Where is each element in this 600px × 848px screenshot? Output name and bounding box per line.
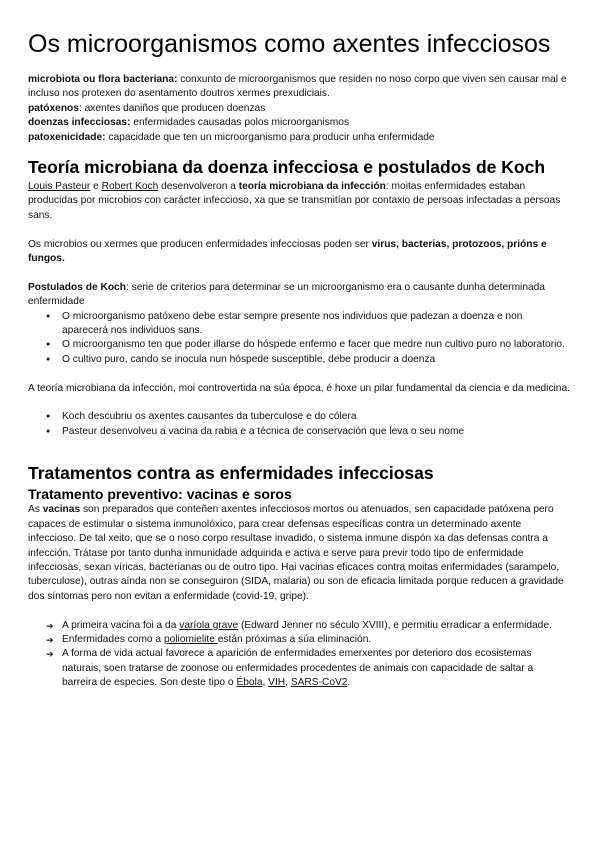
definition-microbiota (28, 73, 570, 102)
ebola-link[interactable]: Ébola (236, 677, 263, 689)
definition-term: patoxenicidade: (28, 131, 106, 143)
intro-text: desenvolveron a (158, 181, 239, 193)
definition-term: patóxenos (28, 102, 79, 114)
fact-text: Enfermidades como a (62, 633, 164, 645)
intro-text: : moitas enfermidades estaban producidas por microbios con carácter infeccioso, xa que se transmitían por contaxio de persoas infectadas a persoas sans. (28, 181, 561, 221)
vaccines-paragraph (28, 503, 570, 604)
fact-text: están próximas a súa eliminación. (217, 633, 372, 645)
fact-text: . (347, 677, 351, 689)
subheading-preventive: Tratamento preventivo: vacinas e soros (28, 486, 292, 503)
vaccines-text: As (28, 504, 43, 516)
definition-term: doenzas infecciosas: (28, 117, 131, 129)
definition-text: conxunto de microorganismos que residen no noso corpo que viven sen causar mal e incluso nos protexen do asentamento doutros xermes prexudiciais. (28, 74, 567, 100)
separator: , (262, 677, 269, 689)
list-item (28, 647, 570, 690)
list-item: ● O cultivo puro, cando se inocula nun hóspede susceptible, debe producir a doenza (28, 353, 570, 367)
vaccines-term: vacinas (42, 504, 81, 516)
postulates-term: Postulados de Koch (28, 281, 126, 293)
theory-intro (28, 180, 570, 223)
list-item: ● Koch descubriu os axentes causantes da tuberculose e do cólera (28, 410, 570, 424)
section-heading-treatments: Tratamentos contra as enfermidades infecciosas (28, 463, 434, 484)
conjunction: e (90, 181, 102, 193)
definition-text: enfermidades causadas polos microorganismos (130, 117, 350, 129)
sars-cov2-link[interactable]: SARS-CoV2 (290, 677, 348, 689)
fact-text: (Edward Jenner no século XVIII), e permitiu erradicar a enfermidade. (238, 619, 552, 631)
pasteur-link[interactable]: Louis Pasteur (28, 181, 91, 193)
facts-list (28, 619, 570, 691)
poliomielite-link[interactable]: poliomielite (163, 633, 218, 645)
definition-patoxenos (28, 102, 570, 116)
list-item (28, 633, 570, 647)
list-item: ● Pasteur desenvolveu a vacina da rabia e a técnica de conservación que leva o seu nome (28, 425, 570, 439)
postulates-list (28, 310, 570, 368)
germs-types: virus, bacterias, protozoos, prións e fungos. (28, 238, 547, 265)
section-heading-koch: Teoría microbiana da doenza infecciosa e postulados de Koch (28, 157, 546, 178)
postulates-paragraph (28, 281, 570, 310)
definition-text: capacidade que ten un microorganismo para producir unha enfermidade (105, 131, 435, 143)
fact-text: A forma de vida actual favorece a aparición de enfermidades emerxentes por deterioro dos ecosistemas naturais, soen tratarse de zoonose ou enfermidades procedentes de animais con capacidade de saltar a barreira de especies. Son deste tipo o (62, 648, 534, 689)
germs-paragraph (28, 238, 570, 267)
discoveries-list (28, 410, 570, 439)
variola-link[interactable]: varíola grave (179, 619, 239, 631)
page-title: Os microorganismos como axentes infecciosos (28, 30, 551, 58)
separator: , (285, 677, 291, 689)
definition-doenzas (28, 116, 570, 130)
list-item (28, 619, 570, 633)
list-item: ● O microorganismo patóxeno debe estar sempre presente nos individuos que padezan a doenza e non aparecerá nos individuos sans. (28, 310, 570, 339)
vaccines-text: son preparados que conteñen axentes infecciosos mortos ou atenuados, sen capacidade patóxena pero capaces de estimular o sistema inmunolóxico, para crear defensas específicas contra un determinado axente infeccioso. De tal xeito, que se o noso corpo resultase invadido, o sistema inmune dispón xa das defensas contra a infección. Trátase por tanto dunha inmunidade adquirida e activa e serve para previr todo tipo de enfermidade infecciosas, sexan víricas, bacterianas ou de outro tipo. Hai vacinas eficaces contra moitas enfermidades (sarampelo, tuberculose), outras aínda non se conseguiron (SIDA, malaria) ou son de eficacia limitada porque reducen a gravidade dos síntomas pero non evitan a enfermidade (covid-19, gripe). (28, 504, 564, 602)
germs-text: Os microbios ou xermes que producen enfermidades infecciosas poden ser (28, 238, 372, 250)
fact-text: A primeira vacina foi a da (62, 619, 180, 631)
vih-link[interactable]: VIH (268, 677, 286, 689)
koch-link[interactable]: Robert Koch (101, 181, 159, 193)
postulates-text: : serie de criterios para determinar se un microorganismo era o causante dunha determinada enfermidade (28, 281, 545, 308)
definition-term: microbiota ou flora bacteriana: (28, 74, 178, 85)
definitions (28, 73, 570, 145)
theory-term: teoría microbiana da infección (238, 181, 386, 193)
list-item: ● O microorganismo ten que poder illarse do hóspede enfermo e facer que medre nun cultivo puro no laboratorio. (28, 338, 570, 352)
definition-patoxenicidade (28, 131, 570, 145)
theory-note: A teoría microbiana da infección, moi controvertida na súa época, é hoxe un pilar fundamental da ciencia e da medicina. (28, 382, 570, 394)
definition-text: : axentes daniños que producen doenzas (78, 102, 266, 114)
